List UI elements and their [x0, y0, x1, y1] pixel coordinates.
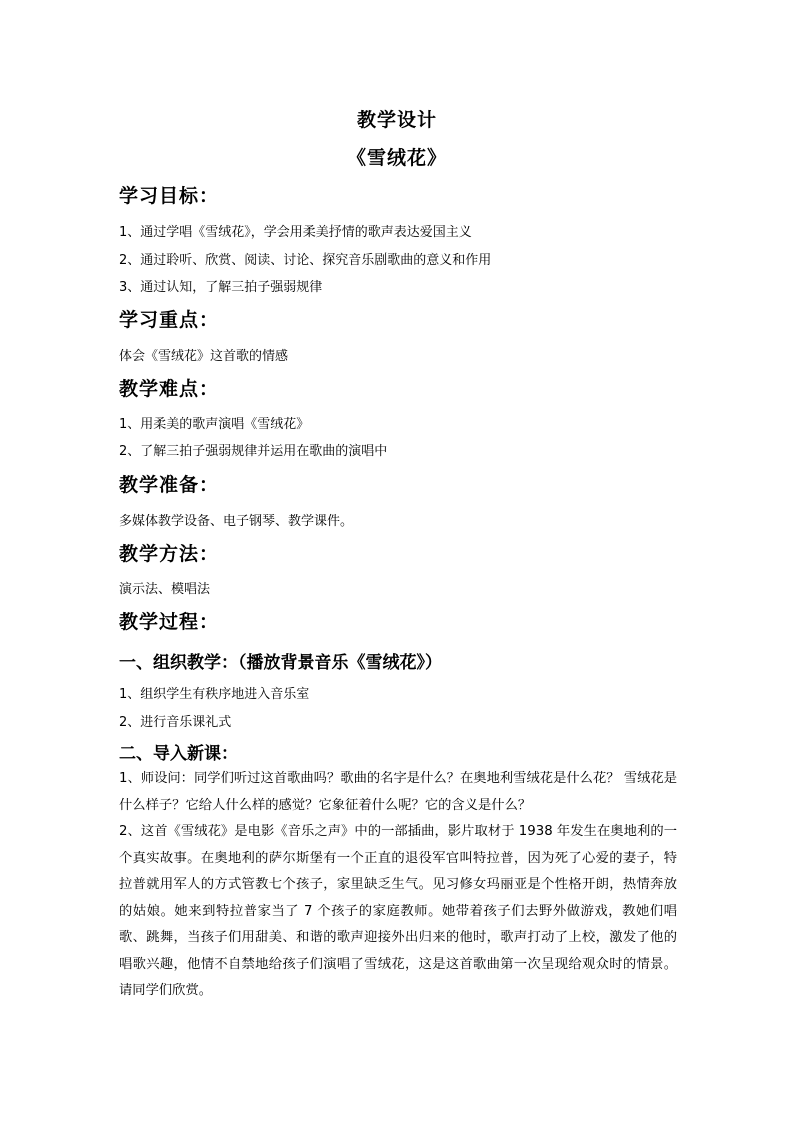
- process-heading: 教学过程：: [119, 611, 220, 633]
- difficulty-heading: 教学难点：: [119, 378, 220, 400]
- difficulty-item: 2、了解三拍子强弱规律并运用在歌曲的演唱中: [119, 444, 388, 459]
- goal-item: 3、通过认知，了解三拍子强弱规律: [119, 280, 323, 295]
- section1-heading: 一、组织教学：（播放背景音乐《雪绒花》）: [119, 653, 442, 673]
- prep-text: 多媒体教学设备、电子钢琴、教学课件。: [119, 514, 354, 529]
- section1-item: 1、组织学生有秩序地进入音乐室: [119, 687, 310, 702]
- section2-heading: 二、导入新课：: [119, 744, 238, 764]
- method-heading: 教学方法：: [119, 543, 220, 565]
- method-text: 演示法、模唱法: [119, 582, 211, 597]
- goal-item: 2、通过聆听、欣赏、阅读、讨论、探究音乐剧歌曲的意义和作用: [119, 253, 492, 268]
- prep-heading: 教学准备：: [119, 474, 220, 496]
- keypoint-heading: 学习重点：: [119, 309, 220, 331]
- difficulty-item: 1、用柔美的歌声演唱《雪绒花》: [119, 417, 310, 432]
- section2-paragraph-1: 1、师设问：同学们听过这首歌曲吗？歌曲的名字是什么？在奥地利雪绒花是什么花？ 雪绒花是什么样子？它给人什么样的感觉？它象征着什么呢？它的含义是什么？: [119, 771, 677, 813]
- document-subtitle: 《雪绒花》: [346, 147, 447, 169]
- goal-item: 1、通过学唱《雪绒花》，学会用柔美抒情的歌声表达爱国主义: [119, 225, 472, 240]
- keypoint-text: 体会《雪绒花》这首歌的情感: [119, 349, 289, 364]
- document-title: 教学设计: [356, 109, 437, 131]
- section2-paragraph-2: 2、这首《雪绒花》是电影《音乐之声》中的一部插曲，影片取材于 1938 年发生在奥地利的一个真实故事。在奥地利的萨尔斯堡有一个正直的退役军官叫特拉普，因为死了心爱的妻子，特拉普就用军人的方式管教七个孩子，家里缺乏生气。见习修女玛丽亚是个性格开朗，热情奔放的姑娘。她来到特拉普家当了 7 个孩子的家庭教师。她带着孩子们去野外做游戏，教她们唱歌、跳舞，当孩子们用甜美、和谐的歌声迎接外出归来的他时，歌声打动了上校，激发了他的唱歌兴趣，他情不自禁地给孩子们演唱了雪绒花，这是这首歌曲第一次呈现给观众时的情景。请同学们欣赏。: [119, 824, 677, 998]
- goals-heading: 学习目标：: [119, 185, 220, 207]
- section1-item: 2、进行音乐课礼式: [119, 715, 232, 730]
